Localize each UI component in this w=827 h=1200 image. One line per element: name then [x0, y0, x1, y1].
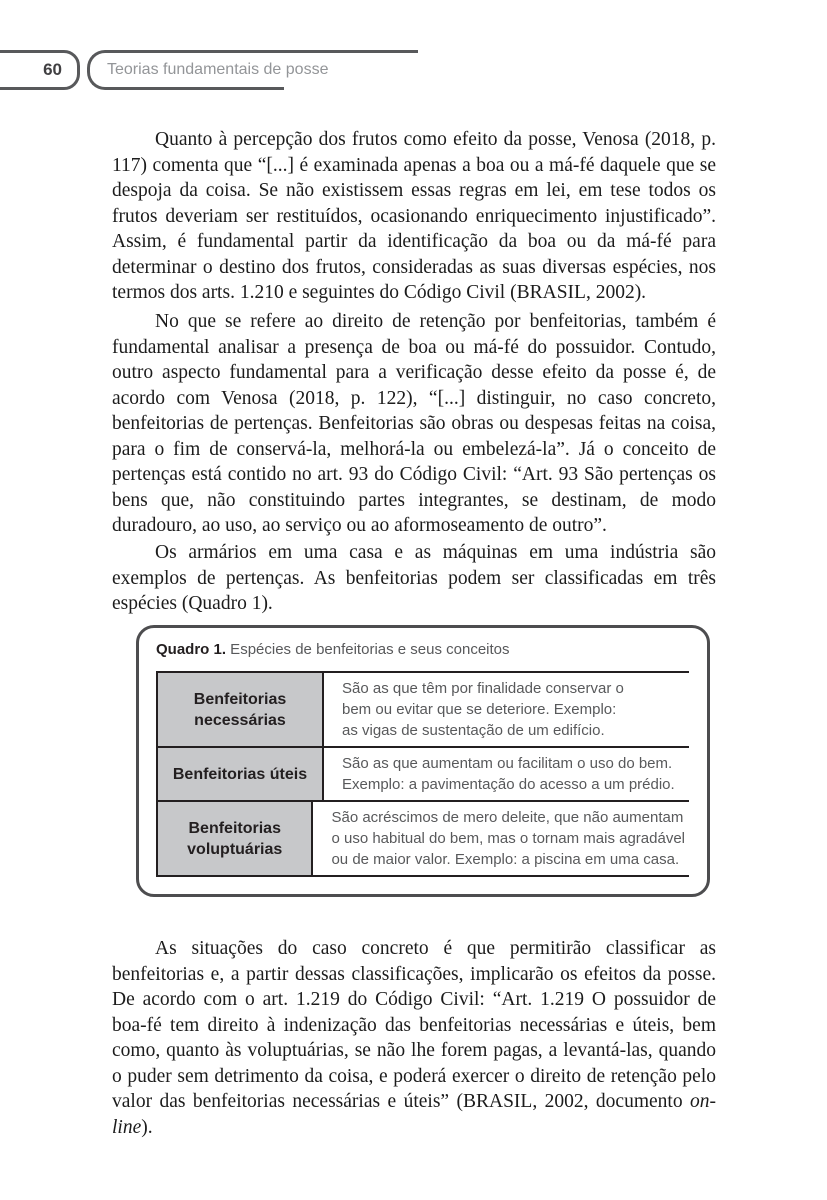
- quadro-table: [156, 671, 689, 877]
- quadro-caption: [156, 641, 510, 658]
- paragraph-1: Quanto à percepção dos frutos como efeito da posse, Venosa (2018, p. 117) comenta que “[...] é examinada apenas a boa ou a má-fé daquele que se despoja da coisa. Se não existissem essas regras em lei, em tese todos os frutos deveriam ser restituídos, ocasionando enriquecimento injustificado”. Assim, é fundamental partir da identificação da boa ou da má-fé para determinar o destino dos frutos, consideradas as suas diversas espécies, nos termos dos arts. 1.210 e seguintes do Código Civil (BRASIL, 2002).: [112, 129, 716, 303]
- term-cell: Benfeitorias voluptuárias: [156, 802, 313, 875]
- definition-cell: [324, 748, 689, 800]
- chapter-title-box: [87, 50, 329, 90]
- quadro-1-box: [136, 625, 710, 897]
- definition-cell: [324, 673, 689, 746]
- paragraph-4-italic: on-line: [112, 1091, 716, 1138]
- table-row: [156, 802, 689, 877]
- definition-line: São as que têm por finalidade conservar o: [342, 680, 624, 697]
- paragraph-4-text: As situações do caso concreto é que permitirão classificar as benfeitorias e, a partir dessas classificações, implicarão os efeitos da posse. De acordo com o art. 1.219 do Código Civil: “Art. 1.219 O possuidor de boa-fé tem direito à indenização das benfeitorias necessárias e úteis, bem como, quanto às voluptuárias, se não lhe forem pagas, a levantá-las, quando o puder sem detrimento da coisa, e poderá exercer o direito de retenção pelo valor das benfeitorias necessárias e úteis” (BRASIL, 2002, documento: [112, 938, 716, 1112]
- table-row: [156, 673, 689, 748]
- definition-line: São as que aumentam ou facilitam o uso do bem.: [342, 755, 673, 772]
- definition-line: Exemplo: a pavimentação do acesso a um prédio.: [342, 776, 675, 793]
- chapter-header: [87, 50, 418, 90]
- definition-line: bem ou evitar que se deteriore. Exemplo:: [342, 701, 617, 718]
- chapter-header-rule: [284, 50, 418, 53]
- definition-line: São acréscimos de mero deleite, que não aumentam: [331, 809, 684, 826]
- table-row: [156, 748, 689, 802]
- definition-line: as vigas de sustentação de um edifício.: [342, 722, 605, 739]
- paragraph-2: No que se refere ao direito de retenção por benfeitorias, também é fundamental analisar a presença de boa ou má-fé do possuidor. Contudo, outro aspecto fundamental para a verificação desse efeito da posse é, de acordo com Venosa (2018, p. 122), “[...] distinguir, no caso concreto, benfeitorias de pertenças. Benfeitorias são obras ou despesas feitas na coisa, para o fim de conservá-la, melhorá-la ou embelezá-la”. Já o conceito de pertenças está contido no art. 93 do Código Civil: “Art. 93 São pertenças os bens que, não constituindo partes integrantes, se destinam, de modo duradouro, ao uso, ao serviço ou ao aformoseamento de outro”.: [112, 311, 716, 536]
- quadro-caption-text: Espécies de benfeitorias e seus conceitos: [226, 641, 510, 658]
- paragraph-3: Os armários em uma casa e as máquinas em uma indústria são exemplos de pertenças. As benfeitorias podem ser classificadas em três espécies (Quadro 1).: [112, 542, 716, 614]
- paragraph-4-end: ).: [141, 1116, 153, 1138]
- page-number: 60: [43, 60, 62, 79]
- term-cell: Benfeitorias úteis: [156, 748, 324, 800]
- quadro-caption-label: Quadro 1.: [156, 641, 227, 658]
- page-number-badge: [0, 50, 80, 90]
- chapter-title: Teorias fundamentais de posse: [107, 61, 329, 78]
- definition-line: ou de maior valor. Exemplo: a piscina em uma casa.: [331, 851, 680, 868]
- paragraph-4: [112, 936, 716, 1140]
- definition-cell: [313, 802, 689, 875]
- definition-line: o uso habitual do bem, mas o tornam mais agradável: [331, 830, 685, 847]
- term-cell: Benfeitorias necessárias: [156, 673, 324, 746]
